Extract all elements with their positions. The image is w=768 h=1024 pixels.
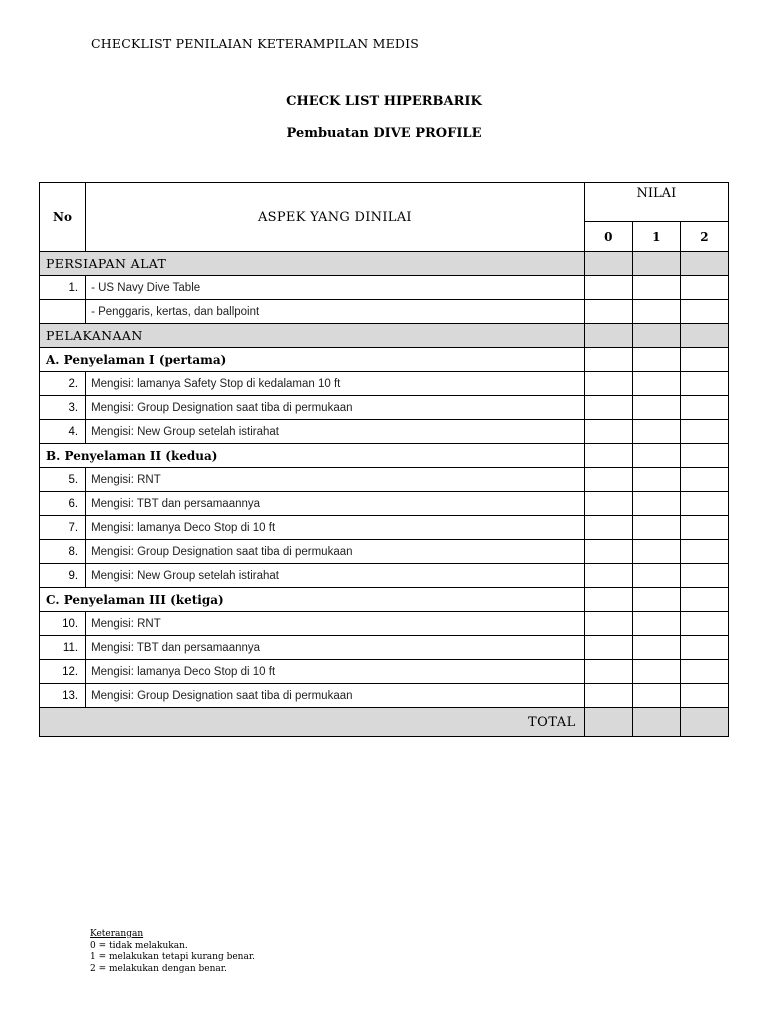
table-row [40,540,729,564]
item-number: 11. [40,636,86,660]
score-cell-0[interactable] [584,588,632,612]
item-text: Mengisi: RNT [86,612,585,636]
score-cell-0[interactable] [584,636,632,660]
score-cell-2[interactable] [680,612,728,636]
table-row [40,516,729,540]
subsection-row [40,444,729,468]
item-number: 7. [40,516,86,540]
score-cell-2[interactable] [680,468,728,492]
score-header-0: 0 [584,222,632,252]
item-text: Mengisi: TBT dan persamaannya [86,636,585,660]
item-number: 2. [40,372,86,396]
table-row [40,492,729,516]
score-cell-2[interactable] [680,348,728,372]
score-cell-0[interactable] [584,252,632,276]
score-cell-1[interactable] [632,444,680,468]
document-title: CHECK LIST HIPERBARIK [286,94,482,109]
score-cell-2[interactable] [680,444,728,468]
item-text: Mengisi: RNT [86,468,585,492]
total-row [40,708,729,737]
score-cell-1[interactable] [632,564,680,588]
score-cell-0[interactable] [584,660,632,684]
document-subtitle: Pembuatan DIVE PROFILE [286,126,482,141]
section-row [40,252,729,276]
document-header: CHECKLIST PENILAIAN KETERAMPILAN MEDIS [91,36,420,51]
table-row [40,612,729,636]
score-cell-1[interactable] [632,660,680,684]
table-row [40,300,729,324]
score-cell-1[interactable] [632,588,680,612]
item-text: Mengisi: lamanya Deco Stop di 10 ft [86,660,585,684]
total-score-cell-1[interactable] [632,708,680,737]
score-cell-2[interactable] [680,636,728,660]
score-cell-1[interactable] [632,516,680,540]
score-header-2: 2 [680,222,728,252]
score-cell-0[interactable] [584,324,632,348]
column-header-no: No [40,183,86,252]
score-cell-0[interactable] [584,444,632,468]
score-cell-2[interactable] [680,660,728,684]
column-header-nilai: NILAI [584,183,728,222]
score-cell-1[interactable] [632,348,680,372]
score-cell-0[interactable] [584,348,632,372]
item-text: Mengisi: lamanya Deco Stop di 10 ft [86,516,585,540]
section-label: PELAKANAAN [40,324,585,348]
score-cell-0[interactable] [584,564,632,588]
score-cell-0[interactable] [584,492,632,516]
score-cell-1[interactable] [632,492,680,516]
item-text: Mengisi: New Group setelah istirahat [86,564,585,588]
table-row [40,276,729,300]
item-text: Mengisi: Group Designation saat tiba di permukaan [86,684,585,708]
column-header-aspek: ASPEK YANG DINILAI [86,183,585,252]
item-text: Mengisi: lamanya Safety Stop di kedalaman 10 ft [86,372,585,396]
item-number: 5. [40,468,86,492]
score-cell-0[interactable] [584,684,632,708]
item-number: 9. [40,564,86,588]
score-cell-2[interactable] [680,684,728,708]
checklist-table [39,182,729,737]
score-cell-2[interactable] [680,540,728,564]
score-cell-1[interactable] [632,324,680,348]
section-row [40,324,729,348]
score-cell-2[interactable] [680,252,728,276]
score-cell-1[interactable] [632,372,680,396]
item-number: 6. [40,492,86,516]
subsection-label: A. Penyelaman I (pertama) [40,348,585,372]
item-number: 13. [40,684,86,708]
score-cell-0[interactable] [584,516,632,540]
score-cell-2[interactable] [680,324,728,348]
score-cell-2[interactable] [680,420,728,444]
score-cell-0[interactable] [584,420,632,444]
subsection-row [40,348,729,372]
score-cell-2[interactable] [680,588,728,612]
score-cell-2[interactable] [680,300,728,324]
item-text: Mengisi: TBT dan persamaannya [86,492,585,516]
score-cell-0[interactable] [584,276,632,300]
score-cell-1[interactable] [632,252,680,276]
score-cell-0[interactable] [584,468,632,492]
table-row [40,564,729,588]
item-number: 8. [40,540,86,564]
item-text: Mengisi: Group Designation saat tiba di permukaan [86,396,585,420]
score-cell-0[interactable] [584,396,632,420]
item-text: - US Navy Dive Table [86,276,585,300]
score-cell-1[interactable] [632,396,680,420]
score-cell-1[interactable] [632,420,680,444]
table-row [40,684,729,708]
subsection-label: C. Penyelaman III (ketiga) [40,588,585,612]
table-row [40,468,729,492]
total-score-cell-2[interactable] [680,708,728,737]
section-label: PERSIAPAN ALAT [40,252,585,276]
score-cell-0[interactable] [584,300,632,324]
legend-line: 1 = melakukan tetapi kurang benar. [90,952,256,962]
item-text: Mengisi: Group Designation saat tiba di permukaan [86,540,585,564]
score-cell-1[interactable] [632,540,680,564]
total-score-cell-0[interactable] [584,708,632,737]
item-text: - Penggaris, kertas, dan ballpoint [86,300,585,324]
score-cell-2[interactable] [680,492,728,516]
score-cell-2[interactable] [680,276,728,300]
score-cell-1[interactable] [632,300,680,324]
item-number: 4. [40,420,86,444]
legend-notes [90,929,255,975]
table-row [40,660,729,684]
legend-line: 2 = melakukan dengan benar. [90,963,227,974]
table-row [40,636,729,660]
legend-line: 0 = tidak melakukan. [90,940,188,951]
score-cell-1[interactable] [632,276,680,300]
legend-heading: Keterangan [90,929,144,939]
score-cell-2[interactable] [680,372,728,396]
score-cell-2[interactable] [680,396,728,420]
score-header-1: 1 [632,222,680,252]
table-row [40,372,729,396]
item-number: 1. [40,276,86,300]
score-cell-0[interactable] [584,372,632,396]
total-label: TOTAL [40,708,585,737]
item-text: Mengisi: New Group setelah istirahat [86,420,585,444]
item-number: 10. [40,612,86,636]
score-cell-1[interactable] [632,612,680,636]
table-row [40,396,729,420]
item-number: 12. [40,660,86,684]
table-row [40,420,729,444]
subsection-row [40,588,729,612]
item-number: 3. [40,396,86,420]
score-cell-0[interactable] [584,612,632,636]
score-cell-0[interactable] [584,540,632,564]
subsection-label: B. Penyelaman II (kedua) [40,444,585,468]
score-cell-1[interactable] [632,636,680,660]
score-cell-2[interactable] [680,564,728,588]
item-number [40,300,86,324]
score-cell-1[interactable] [632,468,680,492]
score-cell-2[interactable] [680,516,728,540]
score-cell-1[interactable] [632,684,680,708]
